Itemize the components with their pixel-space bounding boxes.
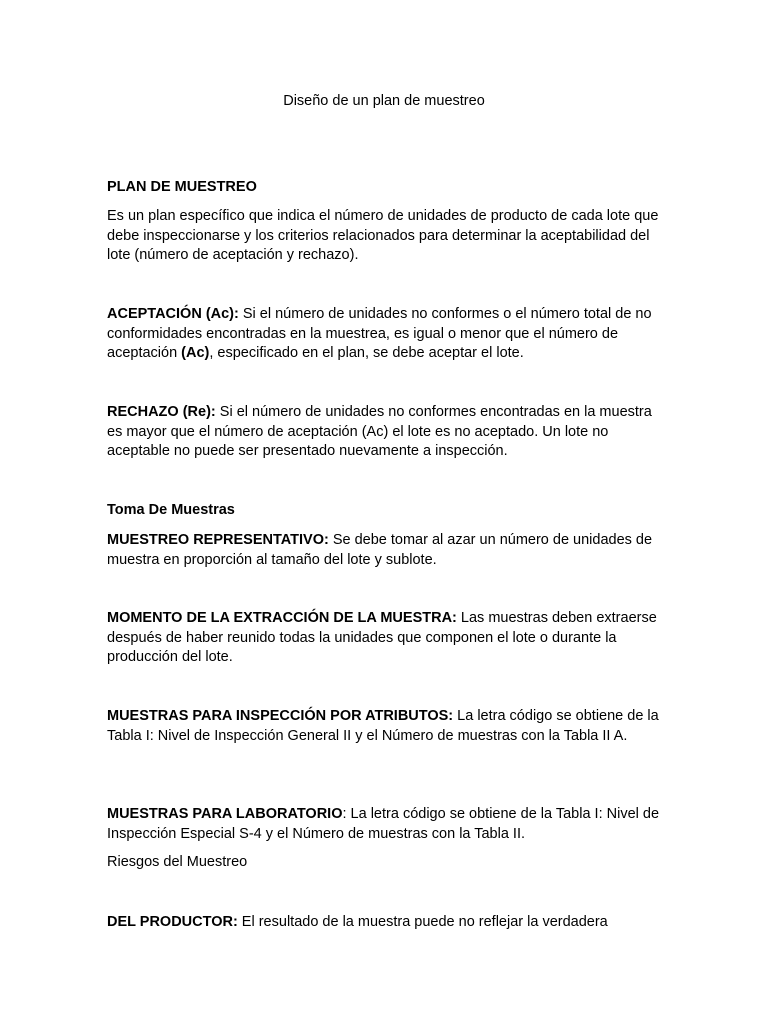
term-rechazo: RECHAZO (Re): [107,404,216,420]
term-aceptacion: ACEPTACIÓN (Ac): [107,306,239,322]
heading-plan-de-muestreo: PLAN DE MUESTREO [107,179,257,195]
paragraph-plan-de-muestreo: Es un plan específico que indica el número de unidades de producto de cada lote que debe inspeccionarse y los criterios relacionados para determinar la aceptabilidad del lote (número de aceptación y rechazo). [107,208,659,264]
momento-text: Las muestras deben extraerse después de haber reunido todas la unidades que componen el lote o durante la producción del lote. [107,610,657,666]
laboratorio-text: : La letra código se obtiene de la Tabla I: Nivel de Inspección Especial S-4 y el Número de muestras con la Tabla II. [107,806,660,842]
paragraph-aceptacion [107,305,667,364]
term-momento-extraccion: MOMENTO DE LA EXTRACCIÓN DE LA MUESTRA: [107,610,457,626]
paragraph-rechazo [107,403,667,462]
term-del-productor: DEL PRODUCTOR: [107,914,238,930]
term-muestras-atributos: MUESTRAS PARA INSPECCIÓN POR ATRIBUTOS: [107,708,454,724]
term-muestras-laboratorio: MUESTRAS PARA LABORATORIO [107,806,343,822]
aceptacion-text-a: Si el número de unidades no conformes o el número total de no conformidades encontradas en la muestrea, es igual o menor que el número de aceptación [107,306,652,362]
document-title: Diseño de un plan de muestreo [283,93,485,109]
atributos-text: La letra código se obtiene de la Tabla I: Nivel de Inspección General II y el Número de muestras con la Tabla II A. [107,708,659,744]
term-ac-inline: (Ac) [181,345,210,362]
paragraph-del-productor [107,913,667,933]
aceptacion-text-b: , especificado en el plan, se debe aceptar el lote. [209,345,524,362]
rechazo-text: Si el número de unidades no conformes encontradas en la muestra es mayor que el número de aceptación (Ac) el lote es no aceptado. Un lote no aceptable no puede ser presentado nuevamente a inspección. [107,404,652,460]
paragraph-muestreo-representativo [107,531,667,570]
paragraph-muestras-atributos [107,707,667,746]
productor-text: El resultado de la muestra puede no reflejar la verdadera [237,914,608,930]
term-muestreo-representativo: MUESTREO REPRESENTATIVO: [107,532,329,548]
paragraph-muestras-laboratorio [107,805,667,844]
heading-toma-de-muestras: Toma De Muestras [107,502,235,518]
paragraph-momento-extraccion [107,609,667,668]
representativo-text: Se debe tomar al azar un número de unidades de muestra en proporción al tamaño del lote y sublote. [107,532,653,568]
heading-riesgos-del-muestreo: Riesgos del Muestreo [107,854,248,870]
